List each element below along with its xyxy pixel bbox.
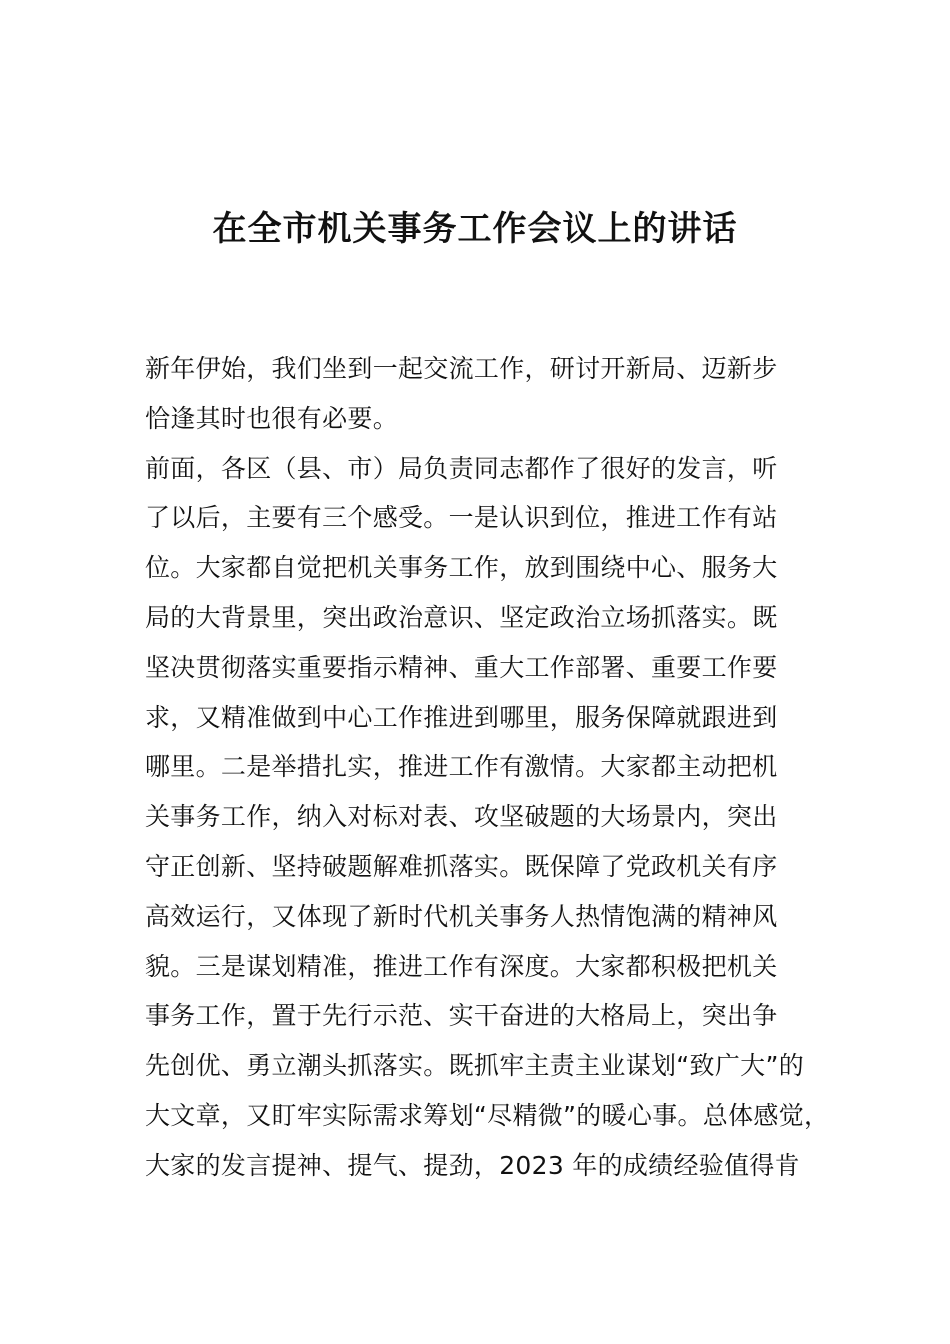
body-line: 新年伊始，我们坐到一起交流工作，研讨开新局、迈新步 (145, 354, 778, 383)
body-line: 事务工作，置于先行示范、实干奋进的大格局上，突出争 (145, 1001, 778, 1031)
body-line: 高效运行，又体现了新时代机关事务人热情饱满的精神风 (145, 901, 778, 931)
document-title: 在全市机关事务工作会议上的讲话 (212, 209, 738, 249)
body-line: 恰逢其时也很有必要。 (145, 403, 399, 433)
body-line: 局的大背景里，突出政治意识、坚定政治立场抓落实。既 (145, 602, 778, 632)
body-line: 了以后，主要有三个感受。一是认识到位，推进工作有站 (145, 503, 778, 533)
body-line: 坚决贯彻落实重要指示精神、重大工作部署、重要工作要 (145, 652, 778, 682)
body-line: 守正创新、坚持破题解难抓落实。既保障了党政机关有序 (145, 851, 778, 881)
body-line: 求，又精准做到中心工作推进到哪里，服务保障就跟进到 (145, 702, 778, 732)
body-line: 貌。三是谋划精准，推进工作有深度。大家都积极把机关 (145, 951, 778, 981)
body-line: 大家的发言提神、提气、提劲，2023 年的成绩经验值得肯 (145, 1150, 800, 1180)
body-line: 先创优、勇立潮头抓落实。既抓牢主责主业谋划“致广大”的 (145, 1051, 805, 1081)
body-line: 哪里。二是举措扎实，推进工作有激情。大家都主动把机 (145, 752, 778, 782)
body-line: 前面，各区（县、市）局负责同志都作了很好的发言，听 (145, 453, 778, 483)
body-line: 位。大家都自觉把机关事务工作，放到围绕中心、服务大 (145, 553, 778, 583)
document-body (145, 344, 845, 1191)
body-line: 关事务工作，纳入对标对表、攻坚破题的大场景内，突出 (145, 802, 778, 832)
body-line: 大文章，又盯牢实际需求筹划“尽精微”的暖心事。总体感觉， (145, 1100, 830, 1130)
